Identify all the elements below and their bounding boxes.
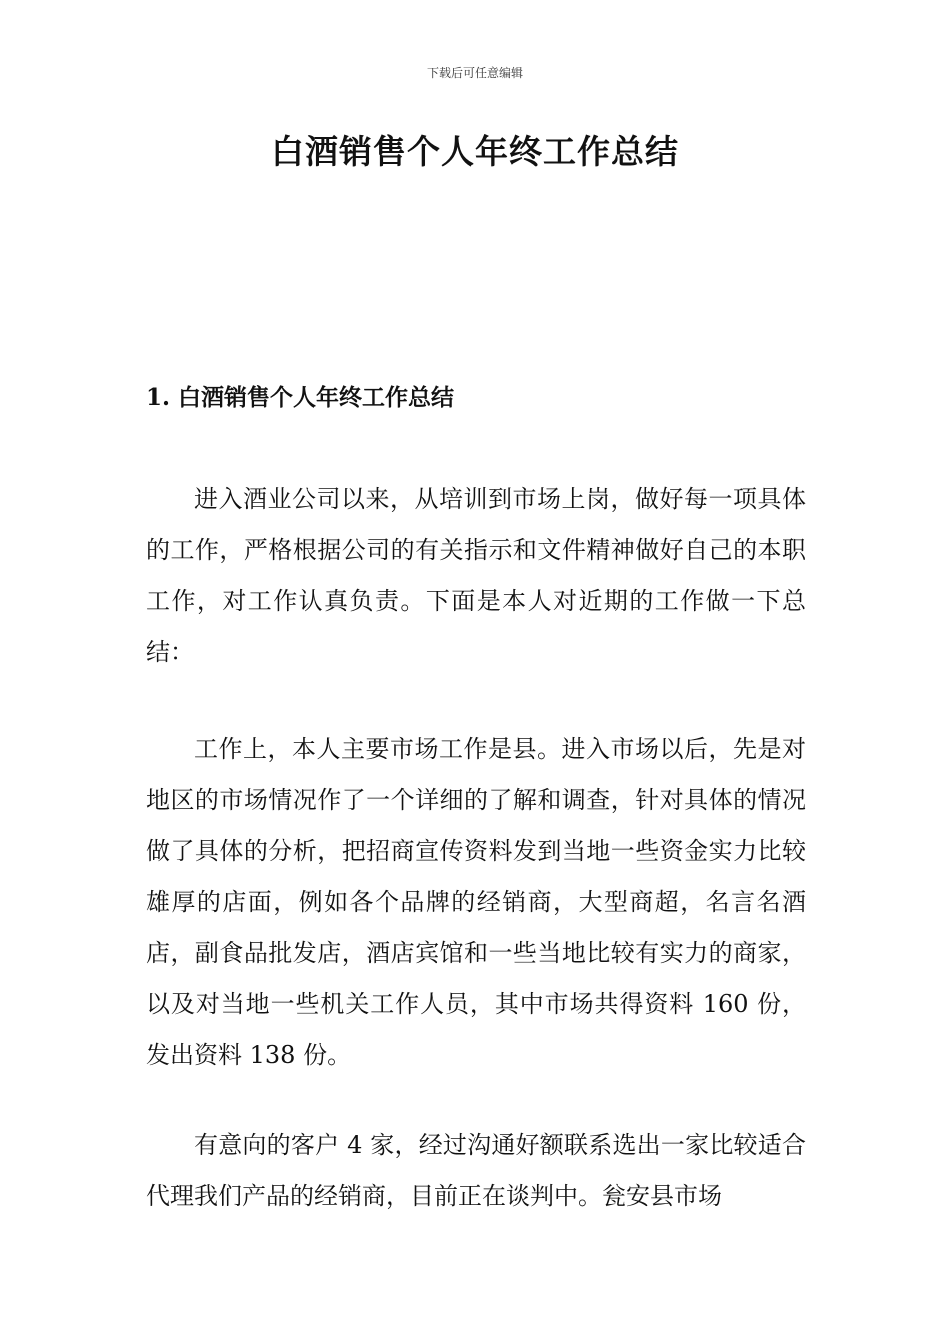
paragraph-market-work: 工作上，本人主要市场工作是县。进入市场以后，先是对地区的市场情况作了一个详细的了解和调查，针对具体的情况做了具体的分析，把招商宣传资料发到当地一些资金实力比较雄厚的店面，例如各个品牌的经销商，大型商超，名言名酒店，副食品批发店，酒店宾馆和一些当地比较有实力的商家，以及对当地一些机关工作人员，其中市场共得资料 160 份，发出资料 138 份。	[146, 735, 806, 1069]
paragraph-clients: 有意向的客户 4 家，经过沟通好额联系选出一家比较适合代理我们产品的经销商，目前正在谈判中。瓮安县市场	[146, 1131, 806, 1210]
paragraph-intro: 进入酒业公司以来，从培训到市场上岗，做好每一项具体的工作，严格根据公司的有关指示和文件精神做好自己的本职工作，对工作认真负责。下面是本人对近期的工作做一下总结：	[146, 485, 806, 666]
header-note: 下载后可任意编辑	[426, 66, 523, 80]
section-heading: 1. 白酒销售个人年终工作总结	[146, 384, 455, 411]
document-title: 白酒销售个人年终工作总结	[271, 132, 679, 171]
